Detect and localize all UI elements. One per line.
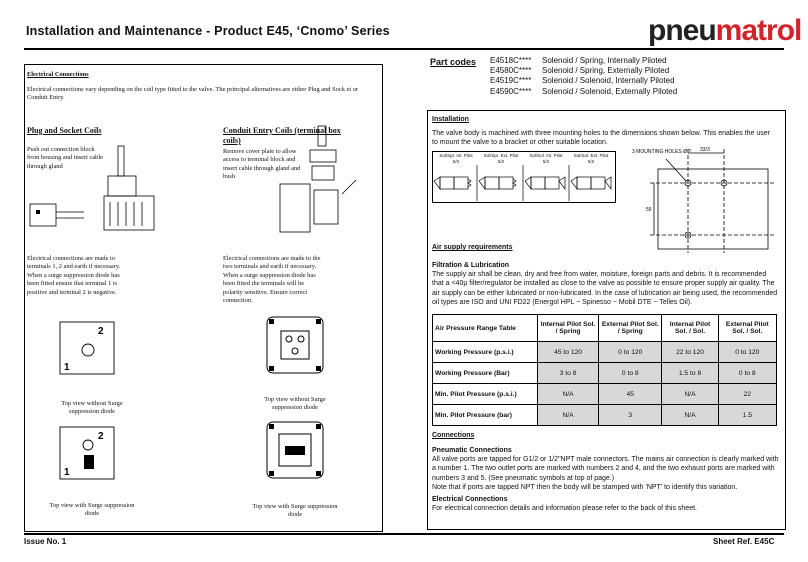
conduit-instruction: Remove cover plate to allow access to terminal block and insert cable through gland and bush: [223, 148, 301, 181]
installation-text: The valve body is machined with three mounting holes to the dimensions shown below. This enables the user to mount the valve to a bracket or other suitable location.: [432, 130, 771, 147]
filtration-title: Filtration & Lubrication: [432, 262, 509, 269]
page-title: Installation and Maintenance - Product E45, ‘Cnomo’ Series: [26, 24, 390, 38]
installation-title: Installation: [432, 116, 469, 123]
plug-caption-with: Top view with Surge suppression diode: [49, 502, 135, 518]
footer-divider: [24, 533, 784, 535]
conduit-caption-with: Top view with Surge suppression diode: [252, 503, 338, 519]
air-supply-title: Air supply requirements: [432, 244, 513, 251]
conduit-heading: Conduit Entry Coils (terminal box coils): [223, 126, 341, 145]
conduit-caption-without: Top view without Surge suppression diode: [264, 396, 326, 412]
valve-symbol-drawings: [432, 165, 614, 201]
plug-instruction: Push out connection block from housing and insert cable through gland: [27, 146, 103, 170]
pneumatic-note: Note that if ports are tapped NPT then the body will be stamped with 'NPT' to identify this variation.: [432, 484, 738, 491]
terminal-2-label: 2: [98, 326, 104, 337]
issue-number: Issue No. 1: [24, 537, 67, 546]
plug-coil-drawing: [26, 138, 166, 238]
air-pressure-table: [432, 314, 777, 426]
part-codes-label: Part codes: [430, 57, 477, 67]
terminal-2-label-diode: 2: [98, 431, 104, 442]
symbol-label: Sol/Spr. Ext. Pilot 5/2: [483, 153, 519, 164]
plug-heading: Plug and Socket Coils: [27, 126, 102, 135]
dim-side: 55: [646, 207, 652, 213]
plug-note: Electrical connections are made to terminals 1, 2 and earth if necessary. When a surge suppression diode has been fitted ensure that terminal 1 is positive and terminal 2 is negative.: [27, 255, 121, 296]
table-header: Internal Pilot Sol. / Spring: [538, 315, 599, 342]
table-row: Min. Pilot Pressure (p.s.i.) N/A 45 N/A 22: [433, 384, 777, 405]
part-codes-list: [490, 56, 677, 97]
terminal-1-label-diode: 1: [64, 467, 70, 478]
conduit-top-view-with: [265, 420, 327, 482]
symbol-label: Sol/Sol. Ext. Pilot 5/2: [573, 153, 609, 164]
table-header: Internal Pilot Sol. / Sol.: [662, 315, 718, 342]
symbol-label: Sol/Sol. Int. Pilot 5/2: [529, 153, 563, 164]
table-row: Working Pressure (p.s.i.) 45 to 120 0 to 120 22 to 120 0 to 120: [433, 342, 777, 363]
plug-top-view-without: [58, 320, 118, 380]
part-code-row: E4518C**** Solenoid / Spring, Internally Piloted: [490, 56, 667, 65]
electrical-text: For electrical connection details and information please refer to the back of this sheet.: [432, 505, 697, 512]
holes-label: 3 MOUNTING HOLES Ø ?: [632, 149, 692, 155]
brand-logo: pneumatrol: [648, 14, 802, 47]
conduit-coil-drawing: [270, 124, 360, 244]
table-row: Working Pressure (Bar) 3 to 8 0 to 8 1.5 to 8 0 to 8: [433, 363, 777, 384]
connections-title: Connections: [432, 432, 475, 439]
symbol-label: Sol/Spr. Int. Pilot 5/2: [439, 153, 473, 164]
table-corner: Air Pressure Range Table: [433, 315, 538, 342]
table-header: External Pilot Sol. / Spring: [599, 315, 662, 342]
electrical-intro: Electrical connections vary depending on the coil type fitted to the valve. The principal alternatives are either Plug and Sock et or Conduit Entry.: [27, 86, 359, 102]
part-code-row: E4519C**** Solenoid / Solenoid, Internally Piloted: [490, 76, 675, 86]
electrical-section-title: Electrical Connections: [27, 71, 89, 78]
conduit-note: Electrical connections are made to the two terminals and earth if necessary. When a surge suppression diode has been fitted the terminals will be polarity sensitive. Ensure correct connection.: [223, 255, 321, 305]
dim-top: 33/3: [700, 147, 710, 153]
terminal-1-label: 1: [64, 362, 70, 373]
filtration-text: The supply air shall be clean, dry and free from water, moisture, foreign parts and debris. It is recommended that a <40μ filter/regulator be installed as close to the valve as possible to ensure proper supply air quality. The air supply can be either lubricated or non-lubricated. In the case of lubrication air being used, the recommended oil types are ISO and UNI FD22 (Energol HPL ~ Spinesso ~ Mobil DTE ~ Telles Oil).: [432, 271, 778, 307]
part-code-row: E4590C**** Solenoid / Solenoid, Externally Piloted: [490, 86, 678, 96]
part-code-row: E4580C**** Solenoid / Spring, Externally Piloted: [490, 66, 670, 76]
sheet-ref: Sheet Ref. E45C: [713, 537, 775, 546]
plug-caption-without: Top view without Surge suppression diode: [61, 400, 123, 416]
electrical-title: Electrical Connections: [432, 496, 508, 503]
conduit-top-view-without: [265, 315, 327, 377]
pneumatic-title: Pneumatic Connections: [432, 447, 512, 454]
table-header: External Pilot Sol. / Sol.: [718, 315, 776, 342]
plug-top-view-with: [58, 425, 118, 485]
mounting-holes-drawing: [630, 143, 780, 253]
table-row: Min. Pilot Pressure (bar) N/A 3 N/A 1.5: [433, 405, 777, 426]
pneumatic-text: All valve ports are tapped for G1/2 or 1/2"NPT male connectors. The mains air connection is clearly marked with a number 1. The two outlet ports are marked with numbers 2 and 4, and the two exhaust ports are marked with numbers 3 and 5. (See pneumatic symbols at top of page.): [432, 456, 779, 482]
header-divider: [24, 48, 784, 50]
